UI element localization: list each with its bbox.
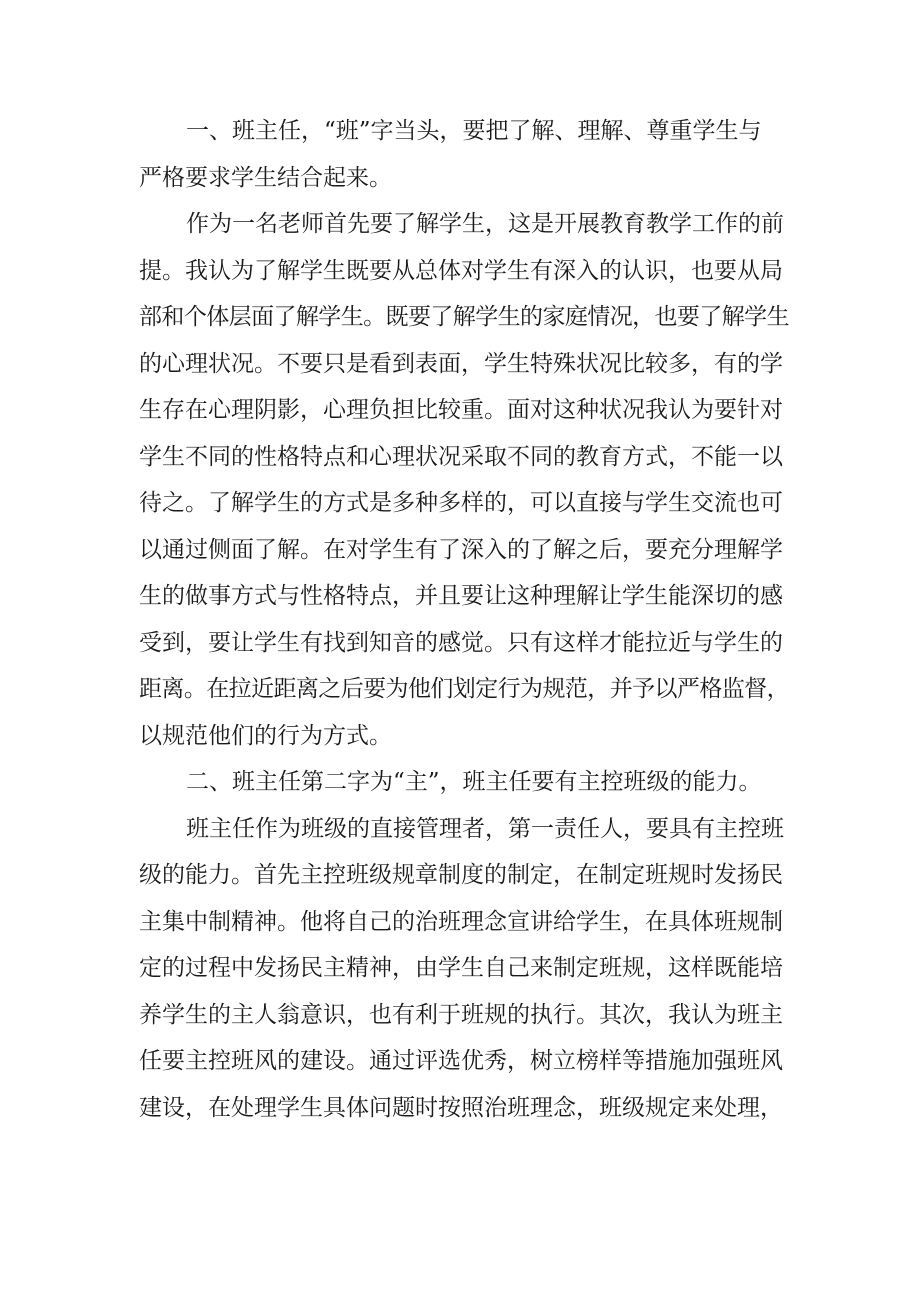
- text-line: 级的能力。首先主控班级规章制度的制定，在制定班规时发扬民: [139, 862, 783, 888]
- text-line: 建设，在处理学生具体问题时按照治班理念，班级规定来处理，: [139, 1094, 783, 1121]
- text-line: 待之。了解学生的方式是多种多样的，可以直接与学生交流也可: [139, 490, 783, 516]
- text-line: 二、班主任第二字为“主”，班主任要有主控班级的能力。: [186, 769, 762, 795]
- text-line: 提。我认为了解学生既要从总体对学生有深入的认识，也要从局: [139, 257, 783, 284]
- text-line: 班主任作为班级的直接管理者，第一责任人，要具有主控班: [186, 815, 784, 842]
- text-line: 以通过侧面了解。在对学生有了深入的了解之后，要充分理解学: [139, 536, 783, 563]
- text-line: 一、班主任，“班”字当头，要把了解、理解、尊重学生与: [186, 118, 762, 144]
- document-body: [139, 108, 789, 1131]
- text-line: 学生不同的性格特点和心理状况采取不同的教育方式，不能一以: [139, 443, 783, 470]
- text-line: 生存在心理阴影，心理负担比较重。面对这种状况我认为要针对: [139, 397, 783, 423]
- text-line: 主集中制精神。他将自己的治班理念宣讲给学生，在具体班规制: [139, 908, 783, 935]
- text-line: 定的过程中发扬民主精神，由学生自己来制定班规，这样既能培: [139, 955, 783, 981]
- text-line: 的心理状况。不要只是看到表面，学生特殊状况比较多，有的学: [139, 350, 783, 377]
- text-line: 严格要求学生结合起来。: [139, 164, 392, 191]
- text-line: 任要主控班风的建设。通过评选优秀，树立榜样等措施加强班风: [139, 1048, 783, 1074]
- text-line: 距离。在拉近距离之后要为他们划定行为规范，并予以严格监督，: [139, 676, 790, 702]
- text-line: 以规范他们的行为方式。: [139, 722, 392, 749]
- text-line: 部和个体层面了解学生。既要了解学生的家庭情况，也要了解学生: [139, 304, 790, 330]
- text-line: 受到，要让学生有找到知音的感觉。只有这样才能拉近与学生的: [139, 629, 783, 656]
- text-line: 作为一名老师首先要了解学生，这是开展教育教学工作的前: [186, 211, 784, 237]
- text-line: 生的做事方式与性格特点，并且要让这种理解让学生能深切的感: [139, 583, 783, 609]
- text-line: 养学生的主人翁意识，也有利于班规的执行。其次，我认为班主: [139, 1001, 783, 1028]
